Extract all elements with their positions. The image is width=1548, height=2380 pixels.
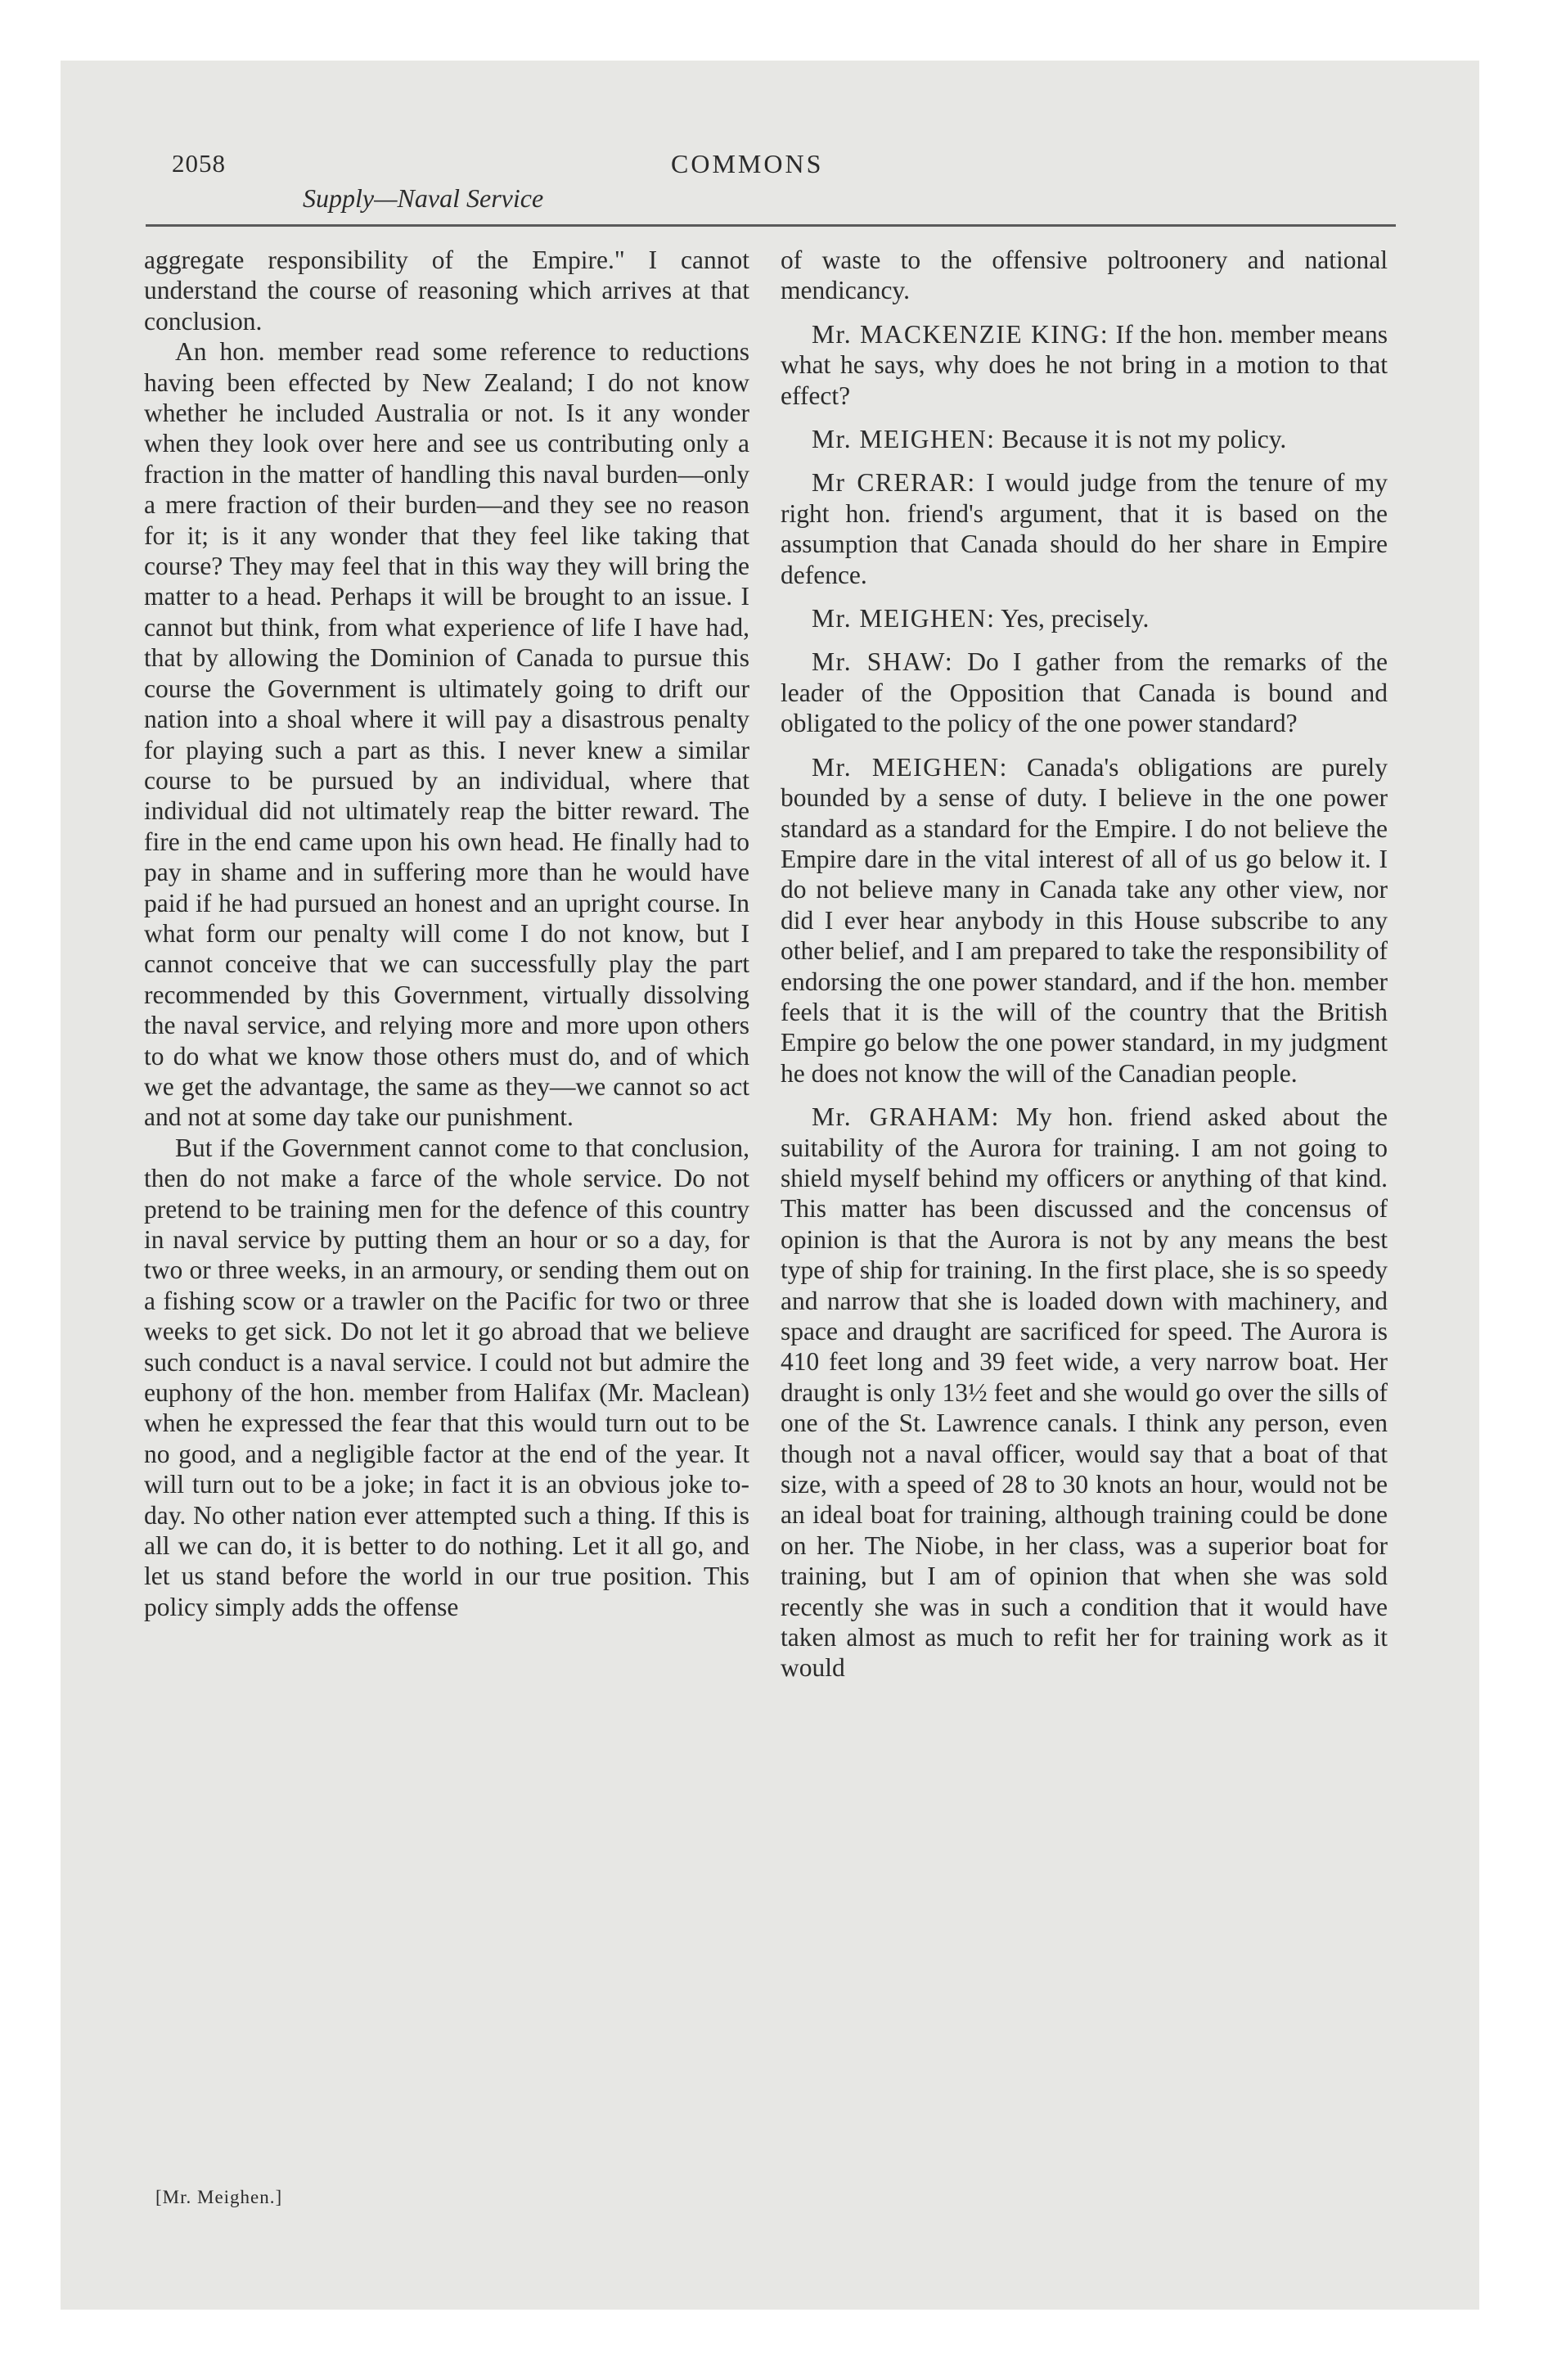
speech-text: Canada's obligations are purely bounded by a sense of duty. I believe in the one power standard as a standard for the Empire. I do not believe the Empire dare in the vital interest of all of us go below it. I do not believe many in Canada take any other view, nor did I ever hear anybody in this House subscribe to any other belief, and I am prepared to take the responsibility of endorsing the one power standard, and if the hon. member feels that it is the will of the country that the British Empire go below the one power standard, in my judgment he does not know the will of the Canadian people. [781, 752, 1388, 1088]
speech-text: Do I gather from the remarks of the leader of the Opposition that Canada is bound and obligated to the policy of the one power standard? [781, 647, 1388, 738]
speech-paragraph [781, 603, 1388, 633]
speech-text: I would judge from the tenure of my right hon. friend's argument, that it is based on the assumption that Canada should do her share in Empire defence. [781, 468, 1388, 589]
speech-paragraph [781, 647, 1388, 738]
page-number: 2058 [172, 149, 226, 178]
journal-title: COMMONS [671, 149, 824, 178]
speaker-name: Mr. MEIGHEN: [812, 604, 996, 633]
page-sheet [61, 61, 1479, 2310]
speaker-name: Mr CRERAR: [812, 468, 976, 498]
speech-text: If the hon. member means what he says, why does he not bring in a motion to that effect? [781, 319, 1388, 410]
speaker-name: Mr. SHAW: [812, 647, 954, 677]
speech-paragraph [781, 1102, 1388, 1684]
speech-paragraph [781, 467, 1388, 590]
speech-text: Because it is not my policy. [995, 425, 1287, 454]
speaker-name: Mr. MEIGHEN: [812, 752, 1008, 782]
speech-text: of waste to the offensive poltroonery and national mendicancy. [781, 246, 1388, 305]
speech-text: Yes, precisely. [995, 604, 1150, 633]
speaker-name: Mr. MEIGHEN: [812, 425, 996, 454]
paragraph: But if the Government cannot come to that conclusion, then do not make a farce of the whole service. Do not pretend to be training men for the defence of this country in naval service by putting them an hour or so a day, for two or three weeks, in an armoury, or sending them out on a fishing scow or a trawler on the Pacific for two or three weeks to get sick. Do not let it go abroad that we believe such conduct is a naval service. I could not but admire the euphony of the hon. member from Halifax (Mr. Maclean) when he expressed the fear that this would turn out to be no good, and a negligible factor at the end of the year. It will turn out to be a joke; in fact it is an obvious joke to-day. No other nation ever attempted such a thing. If this is all we can do, it is better to do nothing. Let it all go, and let us stand before the world in our true position. This policy simply adds the offense [144, 1133, 749, 1621]
left-column [144, 245, 749, 1622]
page-header [61, 61, 1479, 224]
paragraph: An hon. member read some reference to reductions having been effected by New Zealand; I do not know whether he included Australia or not. Is it any wonder when they look over here and see us contributing only a fraction in the matter of handling this naval burden—only a mere fraction of their burden—and they see no reason for it; is it any wonder that they feel like taking that course? They may feel that in this way they will bring the matter to a head. Perhaps it will be brought to an issue. I cannot but think, from what experience of life I have had, that by allowing the Dominion of Canada to pursue this course the Government is ultimately going to drift our nation into a shoal where it will pay a disastrous penalty for playing such a part as this. I never knew a similar course to be pursued by an individual, where that individual did not ultimately reap the bitter reward. The fire in the end came upon his own head. He finally had to pay in shame and in suffering more than he would have paid if he had pursued an honest and an upright course. In what form our penalty will come I do not know, but I cannot conceive that we can successfully play the part recommended by this Government, virtually dissolving the naval service, and relying more and more upon others to do what we know those others must do, and of which we get the advantage, the same as they—we cannot so act and not at some day take our punishment. [144, 337, 749, 1132]
paragraph: aggregate responsibility of the Empire." I cannot understand the course of reasoning which arrives at that conclusion. [144, 246, 749, 336]
speech-paragraph [781, 424, 1388, 454]
right-column [781, 245, 1388, 1684]
section-title: Supply—Naval Service [303, 183, 544, 213]
paragraph [781, 245, 1388, 306]
speaker-name: Mr. MACKENZIE KING: [812, 319, 1109, 349]
speech-paragraph [781, 319, 1388, 411]
header-rule [146, 224, 1396, 227]
speech-paragraph [781, 752, 1388, 1089]
speaker-name: Mr. GRAHAM: [812, 1102, 1000, 1132]
speech-text: My hon. friend asked about the suitability of the Aurora for training. I am not going to shield myself behind my officers or anything of that kind. This matter has been discussed and the concensus of opinion is that the Aurora is not by any means the best type of ship for training. In the first place, she is so speedy and narrow that she is loaded down with machinery, and space and draught are sacrificed for speed. The Aurora is 410 feet long and 39 feet wide, a very narrow boat. Her draught is only 13½ feet and she would go over the sills of one of the St. Lawrence canals. I think any person, even though not a naval officer, would say that a boat of that size, with a speed of 28 to 30 knots an hour, would not be an ideal boat for training, although training could be done on her. The Niobe, in her class, was a superior boat for training, but I am of opinion that when she was sold recently she was in such a condition that it would have taken almost as much to refit her for training work as it would [781, 1102, 1388, 1683]
speaker-attribution: [Mr. Meighen.] [155, 2187, 283, 2207]
